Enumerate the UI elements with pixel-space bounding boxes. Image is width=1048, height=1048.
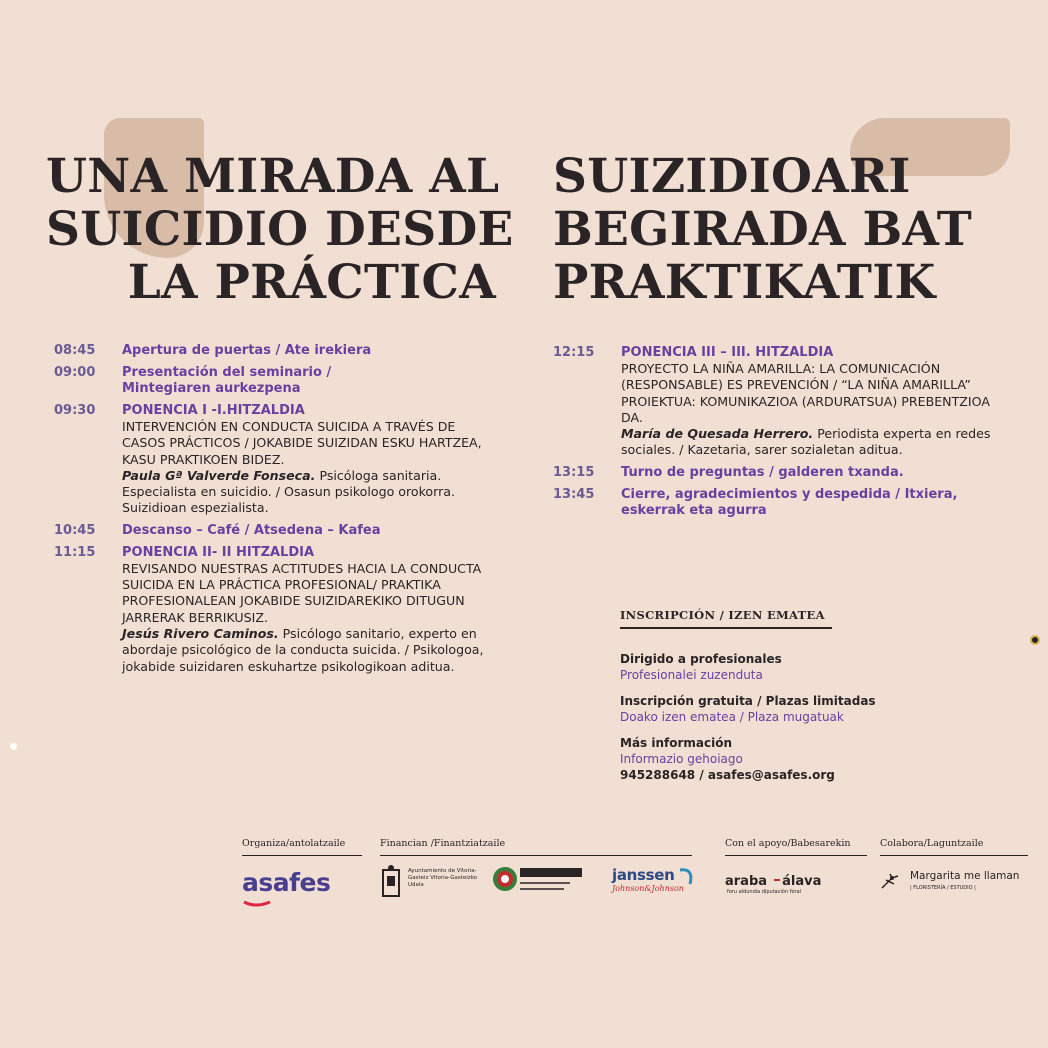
registration-heading: INSCRIPCIÓN / IZEN EMATEA [620, 608, 832, 629]
margarita-logo[interactable] [878, 868, 1028, 898]
schedule-heading: Cierre, agradecimientos y despedida / Itxiera, eskerrak eta agurra [621, 486, 958, 518]
apoyo-label: Con el apoyo/Babesarekin [725, 838, 851, 849]
registration-value: Doako izen ematea / Plaza mugatuak [620, 710, 844, 724]
margarita-name: Margarita me llaman [910, 870, 1020, 882]
schedule-heading: PONENCIA I -I.HITZALDIA [122, 403, 305, 418]
title-spanish [46, 149, 514, 310]
schedule-heading: Apertura de puertas / Ate irekiera [122, 343, 372, 358]
schedule-item [553, 465, 993, 481]
schedule-item [553, 345, 993, 459]
janssen-swoosh-icon [678, 866, 698, 888]
araba-alava-logo[interactable] [725, 870, 835, 900]
emblem-line [520, 882, 570, 884]
talk-title: PROYECTO LA NIÑA AMARILLA: LA COMUNICACIÓN (RESPONSABLE) ES PREVENCIÓN / “LA NIÑA AMARILLA” PROIEKTUA: KOMUNIKAZIOA (ARDURATSUA) PREBENTZIOA DA. [621, 361, 990, 425]
speaker-name: Paula Gª Valverde Fonseca. [122, 467, 316, 483]
registration-label: Inscripción gratuita / Plazas limitadas [620, 694, 876, 708]
divider [242, 855, 362, 856]
schedule-heading: Descanso – Café / Atsedena – Kafea [122, 522, 381, 538]
emblem-band [520, 868, 582, 877]
title-line: LA PRÁCTICA [127, 255, 496, 310]
schedule-time: 12:15 [553, 345, 595, 360]
city-name: Ayuntamiento de Vitoria-Gasteiz Vitoria-Gasteizko Udala [408, 868, 478, 888]
registration-item [620, 693, 1040, 725]
araba-text: araba [725, 874, 768, 889]
organiza-label: Organiza/antolatzaile [242, 838, 346, 849]
schedule-item [553, 487, 993, 519]
decorative-dot [10, 743, 17, 750]
janssen-logo[interactable] [612, 866, 702, 902]
speaker-info [621, 426, 993, 459]
registration-item [620, 651, 1040, 683]
talk-title: INTERVENCIÓN EN CONDUCTA SUICIDA A TRAVÉS DE CASOS PRÁCTICOS / JOKABIDE SUIZIDAN ESKU HARTZEA, KASU PRAKTIKOEN BIDEZ. [122, 419, 482, 467]
schedule-item [54, 365, 494, 397]
speaker-info [122, 626, 494, 675]
title-line: BEGIRADA BAT [553, 202, 972, 257]
schedule-item [54, 343, 494, 359]
schedule-item [54, 403, 494, 517]
araba-sub: foru aldundia diputación foral [727, 889, 802, 895]
schedule-heading: PONENCIA III – III. HITZALDIA [621, 345, 834, 360]
asafes-logo[interactable] [242, 868, 330, 897]
flower-icon [878, 870, 902, 892]
emblem-line [520, 888, 564, 890]
schedule-time: 13:15 [553, 464, 595, 480]
schedule-time: 09:00 [54, 365, 96, 380]
vitoria-gasteiz-logo[interactable] [380, 864, 480, 904]
speaker-desc: Psicólogo sanitario, experto en abordaje psicológico de la conducta suicida. / Psikologoa, jokabide suizidaren eskuhartze psikologikoan aditua. [122, 625, 484, 674]
registration-label: Dirigido a profesionales [620, 652, 782, 666]
decorative-dot [1030, 635, 1040, 645]
schedule-heading: Turno de preguntas / galderen txanda. [621, 464, 904, 480]
title-line: UNA MIRADA AL [46, 149, 500, 204]
margarita-sub: | FLORISTERÍA / ESTUDIO | [910, 885, 976, 891]
schedule-time: 09:30 [54, 403, 96, 418]
gobierno-vasco-logo[interactable] [492, 864, 584, 904]
financian-label: Financian /Finantziatzaile [380, 838, 506, 849]
speaker-desc: Psicóloga sanitaria. Especialista en suicidio. / Osasun psikologo orokorra. Suizidioan espezialista. [122, 467, 455, 516]
janssen-sub: Johnson&Johnson [612, 884, 684, 893]
basque-government-emblem-icon [492, 866, 518, 892]
speaker-info [122, 468, 494, 517]
schedule-item [54, 545, 494, 675]
colabora-label: Colabora/Laguntzaile [880, 838, 984, 849]
registration-value: Informazio gehoiago [620, 752, 743, 766]
asafes-logo-text: asafes [242, 868, 331, 897]
schedule-heading: PONENCIA II- II HITZALDIA [122, 544, 315, 560]
registration-item [620, 735, 1040, 783]
city-crest-icon [380, 864, 402, 900]
schedule-time: 11:15 [54, 544, 96, 560]
registration-label: Más información [620, 736, 733, 750]
divider [880, 855, 1028, 856]
title-line: SUIZIDIOARI [553, 149, 911, 204]
divider [380, 855, 692, 856]
schedule-right [553, 345, 993, 525]
schedule-heading: Mintegiaren aurkezpena [122, 381, 301, 396]
speaker-name: María de Quesada Herrero. [621, 426, 814, 442]
schedule-time: 08:45 [54, 343, 96, 358]
schedule-left [54, 343, 494, 681]
registration-section [620, 608, 1040, 783]
title-line: PRAKTIKATIK [553, 255, 936, 310]
schedule-item [54, 523, 494, 539]
schedule-time: 10:45 [54, 522, 96, 538]
janssen-name: janssen [612, 866, 675, 884]
speaker-desc: Periodista experta en redes sociales. / Kazetaria, sarer sozialetan aditua. [621, 426, 991, 458]
title-line: SUICIDIO DESDE [46, 202, 514, 257]
accent-bar [774, 879, 780, 881]
schedule-time: 13:45 [553, 486, 595, 502]
talk-title: REVISANDO NUESTRAS ACTITUDES HACIA LA CONDUCTA SUICIDA EN LA PRÁCTICA PROFESIONAL/ PRAKTIKA PROFESIONALEAN JOKABIDE SUIZIDAREKIKO DITUGUN JARRERAK BERRIKUSIZ. [122, 560, 482, 625]
schedule-heading: Presentación del seminario / [122, 365, 332, 380]
alava-text: álava [782, 874, 822, 889]
logo-swoosh-icon [242, 900, 272, 908]
speaker-name: Jesús Rivero Caminos. [122, 625, 279, 641]
registration-value: Profesionalei zuzenduta [620, 668, 763, 682]
divider [725, 855, 867, 856]
title-basque [553, 150, 972, 309]
contact-info[interactable]: 945288648 / asafes@asafes.org [620, 768, 835, 782]
